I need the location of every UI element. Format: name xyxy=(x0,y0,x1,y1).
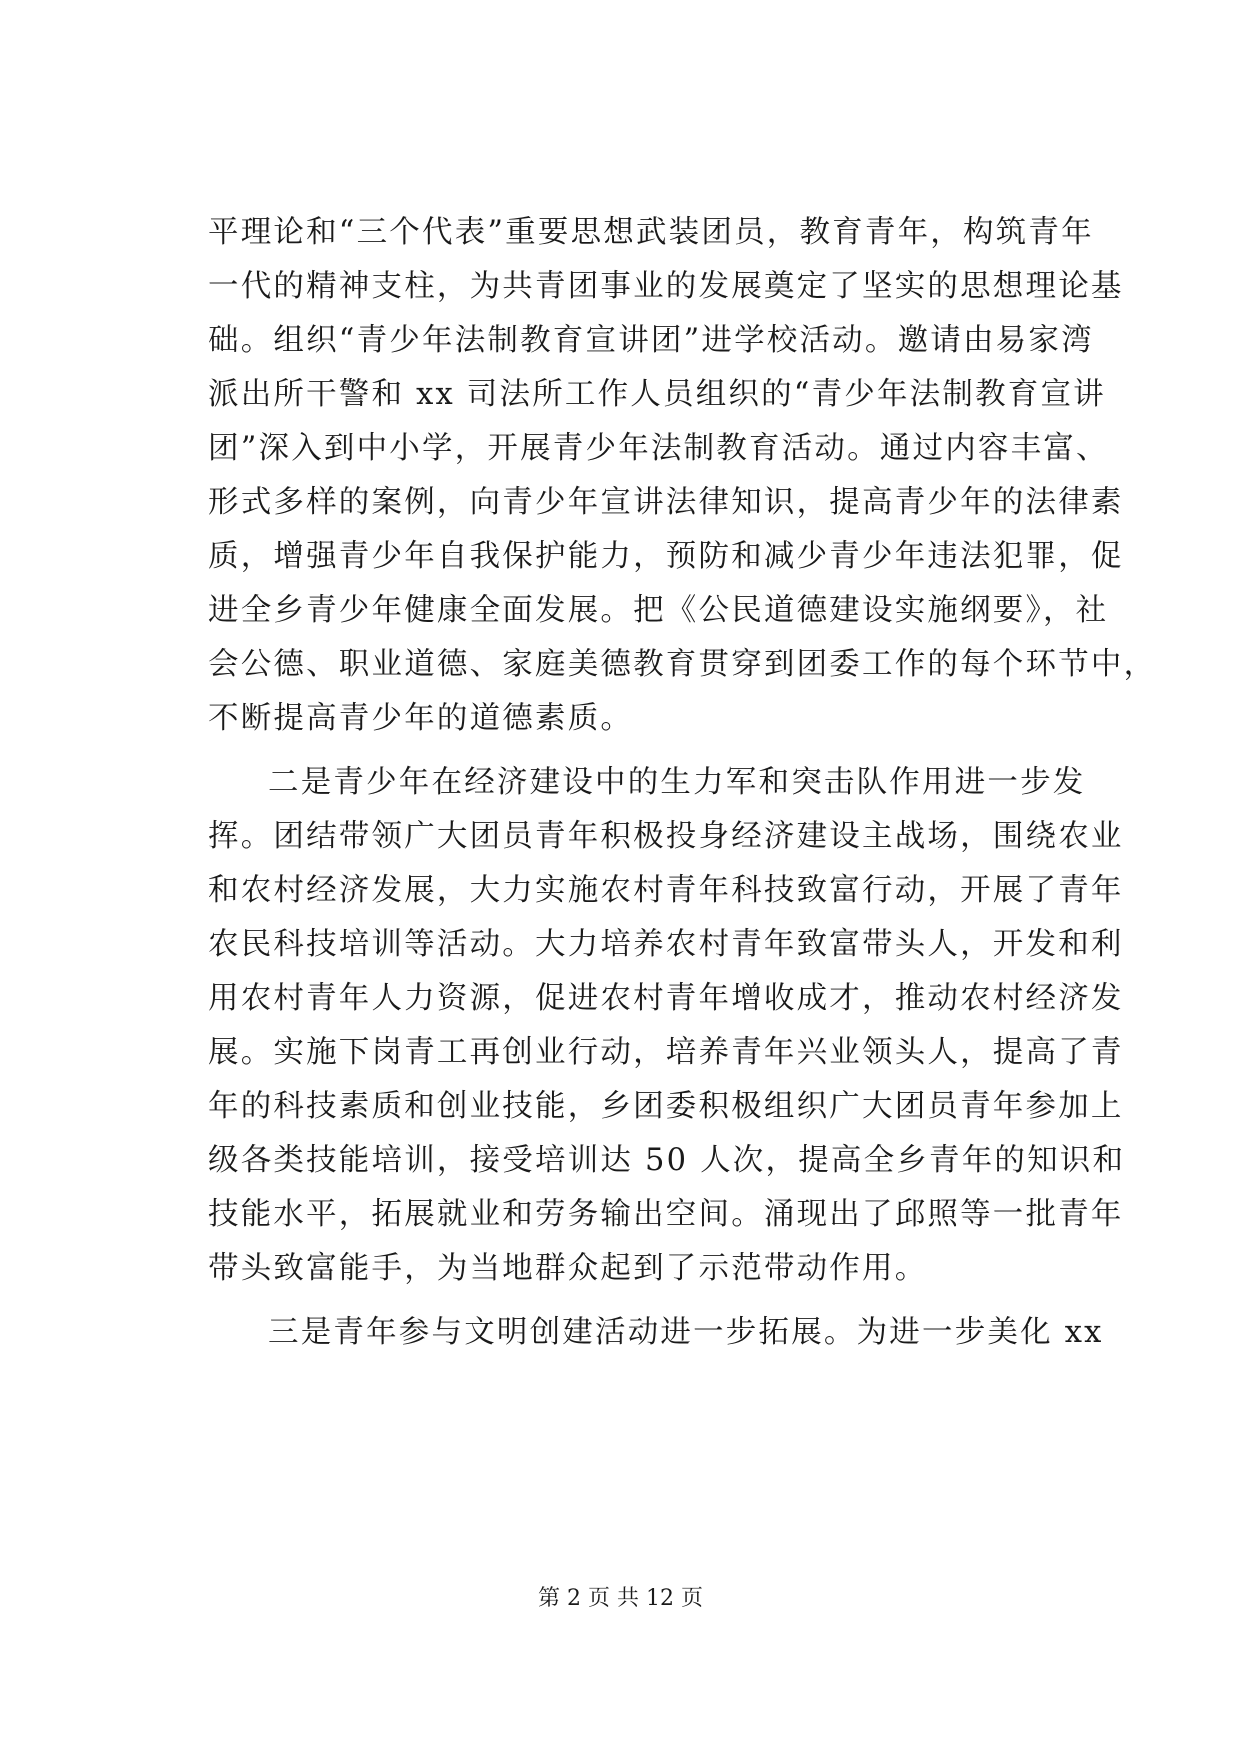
body-text-line: 挥。团结带领广大团员青年积极投身经济建设主战场，围绕农业 xyxy=(208,819,1124,854)
body-text-line: 础。组织“青少年法制教育宣讲团”进学校活动。邀请由易家湾 xyxy=(208,323,1094,358)
body-text-line: 进全乡青少年健康全面发展。把《公民道德建设实施纲要》，社 xyxy=(208,593,1109,628)
body-text-line: 形式多样的案例，向青少年宣讲法律知识，提高青少年的法律素 xyxy=(208,485,1124,520)
paragraph-3-first-line: 三是青年参与文明创建活动进一步拓展。为进一步美化 xx xyxy=(268,1315,1104,1350)
body-text-line: 会公德、职业道德、家庭美德教育贯穿到团委工作的每个环节中， xyxy=(208,647,1157,682)
body-text-line: 不断提高青少年的道德素质。 xyxy=(208,701,634,736)
body-text-line: 和农村经济发展，大力实施农村青年科技致富行动，开展了青年 xyxy=(208,873,1124,908)
body-text-line: 派出所干警和 xx 司法所工作人员组织的“青少年法制教育宣讲 xyxy=(208,377,1106,412)
body-text-line: 平理论和“三个代表”重要思想武装团员，教育青年，构筑青年 xyxy=(208,215,1094,250)
body-text-line: 展。实施下岗青工再创业行动，培养青年兴业领头人，提高了青 xyxy=(208,1035,1124,1070)
body-text-line: 级各类技能培训，接受培训达 50 人次，提高全乡青年的知识和 xyxy=(208,1143,1126,1178)
body-text-line: 技能水平，拓展就业和劳务输出空间。涌现出了邱照等一批青年 xyxy=(208,1197,1124,1232)
body-text-line: 质，增强青少年自我保护能力，预防和减少青少年违法犯罪，促 xyxy=(208,539,1124,574)
body-text-line: 农民科技培训等活动。大力培养农村青年致富带头人，开发和利 xyxy=(208,927,1124,962)
body-text-line: 用农村青年人力资源，促进农村青年增收成才，推动农村经济发 xyxy=(208,981,1124,1016)
body-text-line: 年的科技素质和创业技能，乡团委积极组织广大团员青年参加上 xyxy=(208,1089,1124,1124)
page-footer: 第 2 页 共 12 页 xyxy=(538,1586,703,1611)
body-text-line: 带头致富能手，为当地群众起到了示范带动作用。 xyxy=(208,1251,928,1286)
body-text-line: 一代的精神支柱，为共青团事业的发展奠定了坚实的思想理论基 xyxy=(208,269,1124,304)
body-text-line: 团”深入到中小学，开展青少年法制教育活动。通过内容丰富、 xyxy=(208,431,1109,466)
paragraph-2-first-line: 二是青少年在经济建设中的生力军和突击队作用进一步发 xyxy=(268,765,1086,800)
